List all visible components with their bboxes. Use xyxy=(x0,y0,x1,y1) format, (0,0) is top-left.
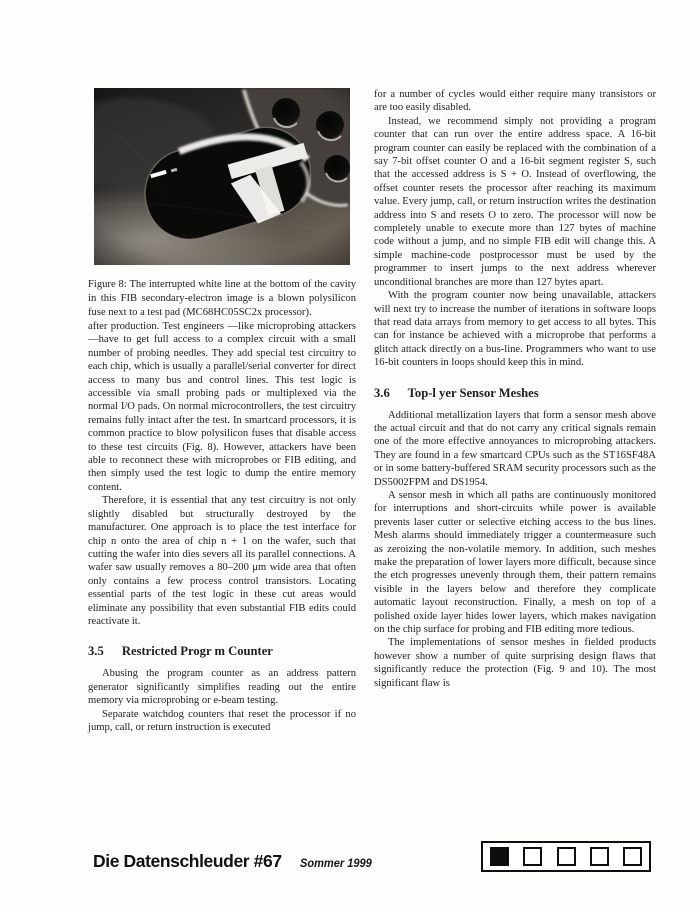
paragraph-therefore: Therefore, it is essential that any test circuitry is not only slightly disabled but structurally destroyed by the manufacturer. One approach is to place the test interface for chip n onto the area of chip n + 1 on the wafer, such that cutting the wafer into dies severs all its parallel connections. A wafer saw usually removes a 80–200 μm wide area that often only contains a few process control transistors. Locating essential parts of the test logic in these cut areas would eliminate any possibility that even substantial FIB edits could reactivate it. xyxy=(88,495,356,627)
sem-photo xyxy=(94,88,350,265)
page-marker-square xyxy=(557,847,576,866)
sem-photo-illustration xyxy=(94,88,350,265)
section-3-6-title: Top-l yer Sensor Meshes xyxy=(407,385,539,400)
figure-8-caption: Figure 8: The interrupted white line at the bottom of the cavity in this FIB secondary-electron image is a blown polysilicon fuse next to a test pad (MC68HC05SC2x processor). xyxy=(88,279,356,318)
paragraph-sensor-mesh: A sensor mesh in which all paths are continuously monitored for interruptions and short-circuits while power is available prevents laser cutter or selective etching access to the bus lines. Mesh alarms should immediately trigger a countermeasure such as zeroizing the non-volatile memory. In addition, such meshes make the preparation of lower layers more difficult, because since the etch progresses unevenly through them, their pattern remains visible in the layers below and therefore they complicate automatic layout reconstruction. Finally, a mesh on top of a polished oxide layer hides lower layers, which makes navigation on the chip surface for probing and FIB editing more tedious. xyxy=(374,489,656,636)
page-marker-square xyxy=(623,847,642,866)
paragraph-instead: Instead, we recommend simply not providing a program counter that can run over the entire address space. A 16-bit program counter can easily be replaced with the combination of a say 7-bit offset counter O and a 16-bit segment register S, such that the accessed address is S + O. Instead of overflowing, the offset counter resets the processor after reaching its maximum value. Every jump, call, or return instruction writes the destination address into S and resets O to zero. The processor will now be completely unable to execute more than 127 bytes of machine code without a jump, and no simple FIB edit will change this. A simple machine-code postprocessor must be used by the programmer to insert jumps to the next address wherever unconditional branches are more than 127 bytes apart. xyxy=(374,115,656,288)
paragraph-abusing: Abusing the program counter as an address pattern generator significantly simplifies reading out the entire memory via microprobing or e-beam testing. xyxy=(88,668,356,707)
page-marker-box xyxy=(481,841,651,872)
paragraph-after-production: after production. Test engineers —like microprobing attackers—have to get full access to a complex circuit with a small number of probing needles. They add special test circuitry to each chip, which is usually a parallel/serial converter for direct access to many bus and control lines. This test logic is accessible via small probing pads or multiplexed via the normal I/O pads. On normal microcontrollers, the test circuitry remains fully intact after the test. In smartcard processors, it is common practice to blow polysilicon fuses that disable access to these test circuits (Fig. 8). However, attackers have been able to reconnect these with microprobes or FIB editing, and then simply used the test logic to dump the entire memory content. xyxy=(88,321,356,493)
figure-8 xyxy=(88,88,356,320)
section-3-5-title: Restricted Progr m Counter xyxy=(121,644,273,659)
right-column xyxy=(374,88,656,690)
paragraph-implementations: The implementations of sensor meshes in fielded products however show a number of quite surprising design flaws that significantly reduce the protection (Fig. 9 and 10). The most significant flaw is xyxy=(374,637,656,689)
paragraph-with-pc: With the program counter now being unavailable, attackers will next try to increase the number of iterations in software loops that read data arrays from memory to get access to all bytes. This can for instance be achieved with a microprobe that performs a glitch attack directly on a bus-line. Programmers who want to use 16-bit counters in loops should keep this in mind. xyxy=(374,290,656,369)
page-marker-square-filled xyxy=(490,847,509,866)
journal-title: Die Datenschleuder #67 xyxy=(93,851,282,871)
left-column xyxy=(88,88,356,734)
paragraph-cycles: for a number of cycles would either require many transistors or are too easily disabled. xyxy=(374,89,656,114)
section-heading-3-6 xyxy=(374,386,656,400)
paragraph-additional: Additional metallization layers that form a sensor mesh above the actual circuit and that do not carry any critical signals remain one of the more effective annoyances to microprobing attackers. They are found in a few smartcard CPUs such as the ST16SF48A or in some battery-buffered SRAM security processors such as the DS5002FPM and DS1954. xyxy=(374,409,656,488)
issue-date: Sommer 1999 xyxy=(300,856,372,870)
paragraph-watchdog: Separate watchdog counters that reset the processor if no jump, call, or return instruction is executed xyxy=(88,708,356,733)
section-3-5-number: 3.5 xyxy=(88,644,104,659)
page-marker-square xyxy=(590,847,609,866)
section-heading-3-5 xyxy=(88,644,356,658)
section-3-6-number: 3.6 xyxy=(374,385,390,400)
page-marker-square xyxy=(523,847,542,866)
